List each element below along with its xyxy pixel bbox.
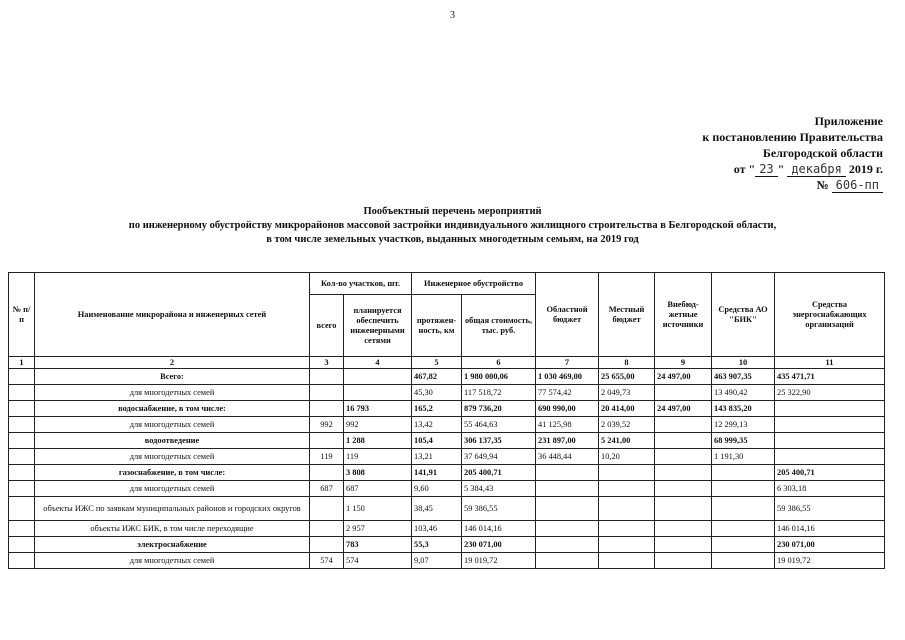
row-no [9,369,35,385]
col-bik: Средства АО "БИК" [712,273,775,357]
row-bik [712,465,775,481]
table-row [9,497,885,521]
row-plots-total [310,401,344,417]
row-no [9,465,35,481]
row-local [599,497,655,521]
row-plots-planned: 119 [344,449,412,465]
row-plots-planned: 3 808 [344,465,412,481]
row-no [9,385,35,401]
row-regional [536,553,599,569]
table-row [9,433,885,449]
row-length: 55,3 [412,537,462,553]
row-plots-planned: 1 288 [344,433,412,449]
row-length: 45,30 [412,385,462,401]
row-name: газоснабжение, в том числе: [35,465,310,481]
row-energy: 59 386,55 [775,497,885,521]
index-cell: 11 [775,357,885,369]
row-bik: 13 490,42 [712,385,775,401]
col-extra: Внебюд-жетные источники [655,273,712,357]
row-length: 103,46 [412,521,462,537]
row-name: для многодетных семей [35,481,310,497]
col-local: Местный бюджет [599,273,655,357]
row-local: 20 414,00 [599,401,655,417]
row-plots-planned: 1 150 [344,497,412,521]
title-line-3: в том числе земельных участков, выданных многодетным семьям, на 2019 год [266,234,639,245]
row-extra [655,417,712,433]
table-row [9,417,885,433]
row-no [9,433,35,449]
col-no: № п/п [9,273,35,357]
row-regional: 77 574,42 [536,385,599,401]
row-bik [712,521,775,537]
col-plots-planned: планируется обеспечить инженерными сетями [344,295,412,357]
row-extra [655,497,712,521]
row-energy: 435 471,71 [775,369,885,385]
row-name: объекты ИЖС БИК, в том числе переходящие [35,521,310,537]
row-cost: 59 386,55 [462,497,536,521]
date-prefix: от " [733,162,756,176]
index-cell: 1 [9,357,35,369]
col-length: протяжен-ность, км [412,295,462,357]
row-local: 2 039,52 [599,417,655,433]
row-name: объекты ИЖС по заявкам муниципальных районов и городских округов [35,497,310,521]
row-name: для многодетных семей [35,385,310,401]
row-local: 10,20 [599,449,655,465]
row-no [9,553,35,569]
row-local: 2 049,73 [599,385,655,401]
row-length: 13,42 [412,417,462,433]
row-plots-total: 687 [310,481,344,497]
row-cost: 117 518,72 [462,385,536,401]
row-regional [536,497,599,521]
row-energy: 146 014,16 [775,521,885,537]
col-name: Наименование микрорайона и инженерных сетей [35,273,310,357]
row-extra [655,537,712,553]
date-month: декабря [787,162,846,177]
index-cell: 7 [536,357,599,369]
index-cell: 5 [412,357,462,369]
col-engineering-group: Инженерное обустройство [412,273,536,295]
row-length: 9,07 [412,553,462,569]
row-no [9,521,35,537]
row-cost: 37 649,94 [462,449,536,465]
row-cost: 146 014,16 [462,521,536,537]
row-regional: 36 448,44 [536,449,599,465]
index-cell: 2 [35,357,310,369]
index-cell: 10 [712,357,775,369]
index-cell: 6 [462,357,536,369]
table-row [9,401,885,417]
row-no [9,449,35,465]
title-line-1: Пообъектный перечень мероприятий [363,206,542,217]
appendix-title: Приложение [814,114,883,128]
row-name: водоснабжение, в том числе: [35,401,310,417]
index-row [9,357,885,369]
row-no [9,497,35,521]
row-extra [655,449,712,465]
row-length: 105,4 [412,433,462,449]
col-energy: Средства энергоснабжающих организаций [775,273,885,357]
row-energy: 230 071,00 [775,537,885,553]
row-plots-planned: 574 [344,553,412,569]
row-cost: 55 464,63 [462,417,536,433]
row-regional [536,465,599,481]
row-plots-total [310,537,344,553]
row-local: 25 655,00 [599,369,655,385]
row-plots-planned: 2 957 [344,521,412,537]
row-bik: 1 191,30 [712,449,775,465]
row-length: 9,60 [412,481,462,497]
row-plots-total: 119 [310,449,344,465]
appendix-number [702,177,883,193]
measures-table [8,272,885,569]
col-regional: Областной бюджет [536,273,599,357]
appendix-region: Белгородской области [762,146,883,160]
document-title [0,205,905,247]
row-extra [655,481,712,497]
number-sign: № [816,178,829,192]
row-extra [655,433,712,449]
row-regional: 231 897,00 [536,433,599,449]
decree-number: 606-пп [832,178,883,193]
row-cost: 205 400,71 [462,465,536,481]
row-regional: 1 030 469,00 [536,369,599,385]
row-plots-total [310,465,344,481]
row-bik: 12 299,13 [712,417,775,433]
row-plots-planned [344,385,412,401]
row-plots-total [310,385,344,401]
index-cell: 9 [655,357,712,369]
row-local [599,537,655,553]
col-cost: общая стоимость, тыс. руб. [462,295,536,357]
row-plots-planned: 992 [344,417,412,433]
row-cost: 5 384,43 [462,481,536,497]
col-plots-total: всего [310,295,344,357]
row-cost: 230 071,00 [462,537,536,553]
row-local: 5 241,00 [599,433,655,449]
row-regional: 41 125,98 [536,417,599,433]
table-row [9,465,885,481]
row-bik: 143 835,20 [712,401,775,417]
date-year: 2019 г. [848,162,883,176]
appendix-decree: к постановлению Правительства [702,130,883,144]
row-length: 141,91 [412,465,462,481]
row-regional [536,521,599,537]
row-regional: 690 990,00 [536,401,599,417]
row-plots-total: 992 [310,417,344,433]
row-plots-total [310,433,344,449]
table-row [9,481,885,497]
row-cost: 879 736,20 [462,401,536,417]
row-plots-planned: 783 [344,537,412,553]
row-plots-total: 574 [310,553,344,569]
index-cell: 3 [310,357,344,369]
row-bik: 68 999,35 [712,433,775,449]
row-length: 467,82 [412,369,462,385]
row-energy [775,433,885,449]
row-energy: 6 303,18 [775,481,885,497]
row-bik [712,481,775,497]
row-energy: 25 322,90 [775,385,885,401]
table-row [9,385,885,401]
row-length: 38,45 [412,497,462,521]
title-line-2: по инженерному обустройству микрорайонов массовой застройки индивидуального жилищного строительства в Белгородской области, [128,220,777,231]
row-regional [536,481,599,497]
date-day: 23 [755,162,777,177]
col-plots-group: Кол-во участков, шт. [310,273,412,295]
table-row [9,369,885,385]
row-plots-planned: 687 [344,481,412,497]
row-name: для многодетных семей [35,449,310,465]
appendix-block [702,113,883,193]
row-local [599,553,655,569]
row-cost: 19 019,72 [462,553,536,569]
row-length: 13,21 [412,449,462,465]
row-bik: 463 907,35 [712,369,775,385]
row-name: электроснабжение [35,537,310,553]
page-number: 3 [450,10,455,21]
row-plots-planned: 16 793 [344,401,412,417]
index-cell: 4 [344,357,412,369]
row-extra [655,521,712,537]
row-plots-planned [344,369,412,385]
row-local [599,481,655,497]
row-plots-total [310,369,344,385]
row-length: 165,2 [412,401,462,417]
row-extra [655,465,712,481]
row-plots-total [310,521,344,537]
row-regional [536,537,599,553]
table-row [9,449,885,465]
row-extra: 24 497,00 [655,369,712,385]
row-extra: 24 497,00 [655,401,712,417]
row-energy [775,401,885,417]
row-energy: 19 019,72 [775,553,885,569]
row-bik [712,537,775,553]
row-cost: 1 980 000,06 [462,369,536,385]
row-no [9,537,35,553]
row-bik [712,553,775,569]
row-local [599,521,655,537]
row-no [9,481,35,497]
row-energy: 205 400,71 [775,465,885,481]
row-extra [655,553,712,569]
row-energy [775,449,885,465]
row-cost: 306 137,35 [462,433,536,449]
row-name: для многодетных семей [35,417,310,433]
row-name: Всего: [35,369,310,385]
row-plots-total [310,497,344,521]
index-cell: 8 [599,357,655,369]
row-name: для многодетных семей [35,553,310,569]
table-row [9,553,885,569]
row-no [9,401,35,417]
date-quote: " [777,162,785,176]
table-row [9,521,885,537]
row-extra [655,385,712,401]
row-local [599,465,655,481]
row-name: водоотведение [35,433,310,449]
row-no [9,417,35,433]
table-row [9,537,885,553]
appendix-date [702,161,883,177]
row-bik [712,497,775,521]
table-body [9,357,885,569]
row-energy [775,417,885,433]
